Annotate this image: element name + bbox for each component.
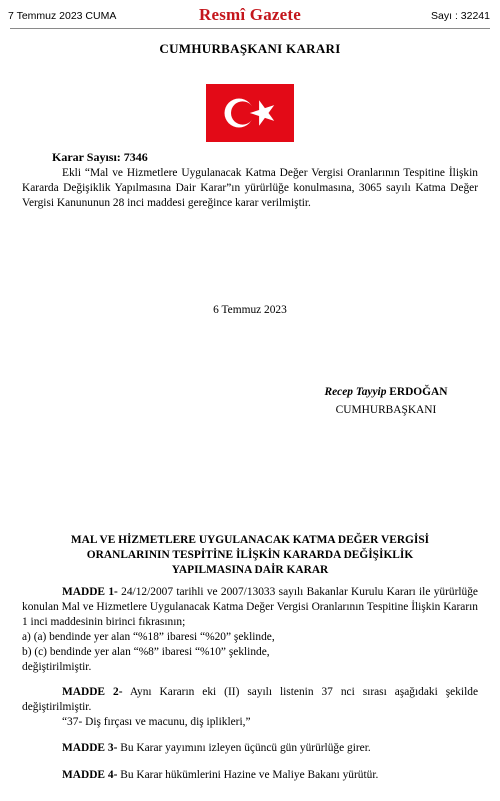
annex-title-line: MAL VE HİZMETLERE UYGULANACAK KATMA DEĞER VERGİSİ bbox=[70, 534, 430, 546]
article-paragraph bbox=[22, 585, 478, 630]
article-item: a) (a) bendinde yer alan “%18” ibaresi “%20” şeklinde, bbox=[22, 631, 275, 643]
article-text: 24/12/2007 tarihli ve 2007/13033 sayılı Bakanlar Kurulu Kararı ile yürürlüğe konulan Mal ve Hizmetlere Uygulanacak Katma Değer Vergisi Oranlarının Tespitine İlişkin Kararın 1 inci maddesinin birinci fıkrasının; bbox=[22, 586, 478, 628]
gazette-issue-number: Sayı : 32241 bbox=[431, 10, 490, 22]
article-text: Bu Karar yayımını izleyen üçüncü gün yürürlüğe girer. bbox=[117, 742, 371, 754]
article-paragraph bbox=[22, 685, 478, 715]
gazette-name: Resmî Gazete bbox=[199, 5, 301, 24]
article-item: değiştirilmiştir. bbox=[22, 661, 92, 673]
article-1 bbox=[22, 585, 478, 675]
article-text: Aynı Kararın eki (II) sayılı listenin 37 nci sırası aşağıdaki şekilde değiştirilmiştir. bbox=[22, 686, 478, 713]
article-paragraph bbox=[22, 741, 478, 756]
article-4 bbox=[22, 768, 478, 783]
article-label: MADDE 4- bbox=[62, 769, 118, 781]
gazette-date: 7 Temmuz 2023 CUMA bbox=[8, 10, 117, 22]
document-heading: CUMHURBAŞKANI KARARI bbox=[159, 41, 341, 56]
article-label: MADDE 2- bbox=[62, 686, 123, 698]
article-quote: “37- Diş fırçası ve macunu, diş iplikleri,” bbox=[62, 716, 251, 728]
header-divider bbox=[10, 28, 490, 29]
article-2 bbox=[22, 685, 478, 730]
article-label: MADDE 3- bbox=[62, 742, 118, 754]
signer-title: CUMHURBAŞKANI bbox=[335, 404, 437, 416]
annex-title-line: ORANLARININ TESPİTİNE İLİŞKİN KARARDA DEĞİŞİKLİK bbox=[86, 549, 414, 561]
annex-title bbox=[30, 533, 470, 578]
article-item: b) (c) bendinde yer alan “%8” ibaresi “%10” şeklinde, bbox=[22, 646, 270, 658]
turkish-flag-emblem bbox=[206, 84, 294, 142]
article-text: Bu Karar hükümlerini Hazine ve Maliye Bakanı yürütür. bbox=[117, 769, 379, 781]
signature-date: 6 Temmuz 2023 bbox=[213, 304, 287, 316]
decree-intro-paragraph: Ekli “Mal ve Hizmetlere Uygulanacak Katma Değer Vergisi Oranlarının Tespitine İlişkin Kararda Değişiklik Yapılmasına Dair Karar”ın yürürlüğe konulmasına, 3065 sayılı Katma Değer Vergisi Kanununun 28 inci maddesi gereğince karar verilmiştir. bbox=[22, 167, 478, 209]
annex-title-line: YAPILMASINA DAİR KARAR bbox=[171, 564, 329, 576]
article-3 bbox=[22, 741, 478, 756]
signer-last-name: ERDOĞAN bbox=[389, 386, 448, 398]
article-paragraph bbox=[22, 768, 478, 783]
article-label: MADDE 1- bbox=[62, 586, 118, 598]
signer-first-name: Recep Tayyip bbox=[324, 386, 390, 398]
decree-number: Karar Sayısı: 7346 bbox=[52, 150, 148, 164]
signer-name bbox=[306, 386, 466, 398]
